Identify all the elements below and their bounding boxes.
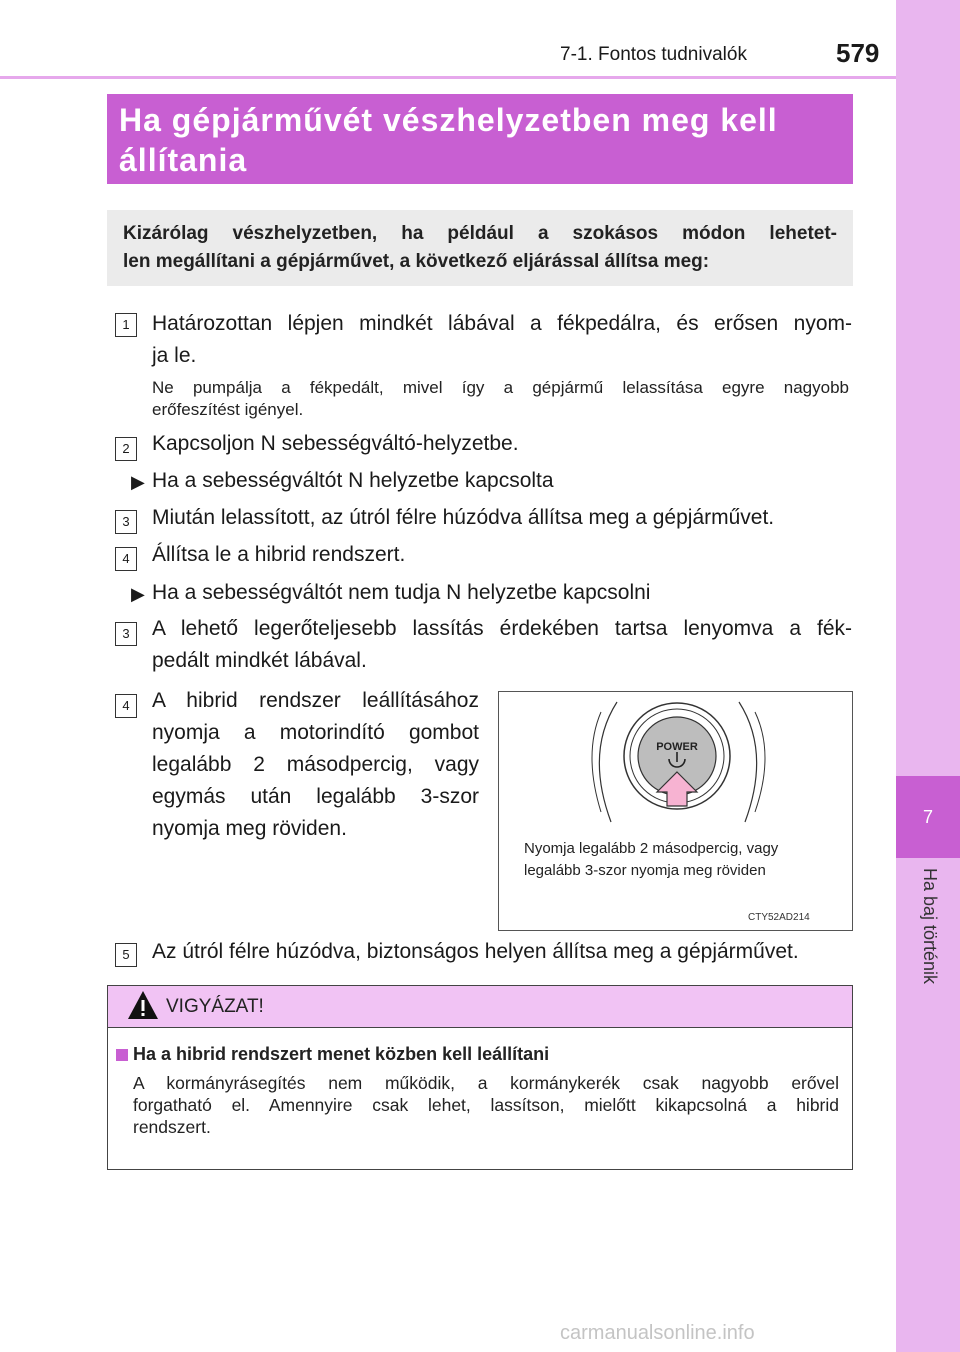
step-number: 3 bbox=[115, 510, 137, 534]
footer-watermark: carmanualsonline.info bbox=[560, 1322, 755, 1344]
chapter-title-tab bbox=[891, 858, 960, 1018]
warning-line: forgatható el. Amennyire csak lehet, lassítson, mielőtt kikapcsolná a hibrid bbox=[133, 1095, 839, 1115]
warning-line: rendszert. bbox=[133, 1117, 211, 1137]
sub-heading: Ha a sebességváltót nem tudja N helyzetbe kapcsolni bbox=[152, 581, 651, 604]
step-text: Állítsa le a hibrid rendszert. bbox=[152, 543, 406, 566]
chapter-number-tab: 7 bbox=[896, 776, 960, 858]
power-label: POWER bbox=[656, 741, 698, 753]
step-text: Miután lelassított, az útról félre húzódva állítsa meg a gépjárművet. bbox=[152, 506, 775, 529]
step-line: egymás után legalább 3-szor bbox=[152, 785, 479, 808]
step-line: ja le. bbox=[152, 344, 197, 367]
power-button-drawing bbox=[499, 692, 852, 930]
step-number: 2 bbox=[115, 437, 137, 461]
step-line: A hibrid rendszer leállításához bbox=[152, 689, 479, 712]
caption-line: legalább 3-szor nyomja meg röviden bbox=[524, 862, 766, 879]
step-number: 4 bbox=[115, 694, 137, 718]
step-text bbox=[152, 613, 852, 677]
step-number: 4 bbox=[115, 547, 137, 571]
warning-icon bbox=[126, 989, 160, 1021]
step-number: 5 bbox=[115, 943, 137, 967]
bullet-square-icon bbox=[116, 1049, 128, 1061]
step-number: 3 bbox=[115, 622, 137, 646]
page-title-line1: Ha gépjárművét vészhelyzetben meg kell bbox=[119, 102, 778, 138]
chapter-title: Ha baj történik bbox=[920, 868, 940, 985]
step-line: legalább 2 másodpercig, vagy bbox=[152, 753, 479, 776]
intro-box bbox=[107, 210, 853, 286]
step-line: nyomja a motorindító gombot bbox=[152, 721, 479, 744]
step-text-column bbox=[152, 685, 479, 845]
arrow-icon: ▶ bbox=[131, 584, 145, 604]
page-title bbox=[107, 94, 853, 184]
header-rule bbox=[0, 76, 896, 79]
step-line: Határozottan lépjen mindkét lábával a fékpedálra, és erősen nyom- bbox=[152, 312, 852, 335]
arrow-icon: ▶ bbox=[131, 472, 145, 492]
step-text: Az útról félre húzódva, biztonságos helyen állítsa meg a gépjárművet. bbox=[152, 940, 799, 963]
step-text: Kapcsoljon N sebességváltó-helyzetbe. bbox=[152, 432, 519, 455]
warning-line: A kormányrásegítés nem működik, a kormánykerék csak nagyobb erővel bbox=[133, 1073, 839, 1093]
illustration-code: CTY52AD214 bbox=[748, 912, 810, 923]
step-line: A lehető legerőteljesebb lassítás érdekében tartsa lenyomva a fék- bbox=[152, 617, 852, 640]
step-note bbox=[152, 377, 849, 421]
page-title-line2: állítania bbox=[119, 142, 248, 178]
note-line: Ne pumpálja a fékpedált, mivel így a gépjármű lelassítása egyre nagyobb bbox=[152, 378, 849, 397]
intro-line1: Kizárólag vészhelyzetben, ha például a szokásos módon lehetet- bbox=[123, 223, 837, 244]
illustration-caption bbox=[524, 838, 844, 882]
side-tab-strip bbox=[896, 0, 960, 1352]
step-text bbox=[152, 308, 852, 372]
warning-body bbox=[133, 1072, 839, 1138]
note-line: erőfeszítést igényel. bbox=[152, 400, 304, 419]
warning-title: VIGYÁZAT! bbox=[166, 996, 264, 1017]
power-button-illustration bbox=[498, 691, 853, 931]
sub-heading: Ha a sebességváltót N helyzetbe kapcsolta bbox=[152, 469, 554, 492]
step-line: pedált mindkét lábával. bbox=[152, 649, 367, 672]
page-number: 579 bbox=[836, 38, 880, 68]
step-number: 1 bbox=[115, 313, 137, 337]
step-line: nyomja meg röviden. bbox=[152, 817, 347, 840]
section-title: 7-1. Fontos tudnivalók bbox=[560, 44, 747, 65]
caption-line: Nyomja legalább 2 másodpercig, vagy bbox=[524, 840, 779, 857]
intro-line2: len megállítani a gépjárművet, a következő eljárással állítsa meg: bbox=[123, 251, 710, 272]
warning-subtitle: Ha a hibrid rendszert menet közben kell leállítani bbox=[133, 1044, 550, 1064]
